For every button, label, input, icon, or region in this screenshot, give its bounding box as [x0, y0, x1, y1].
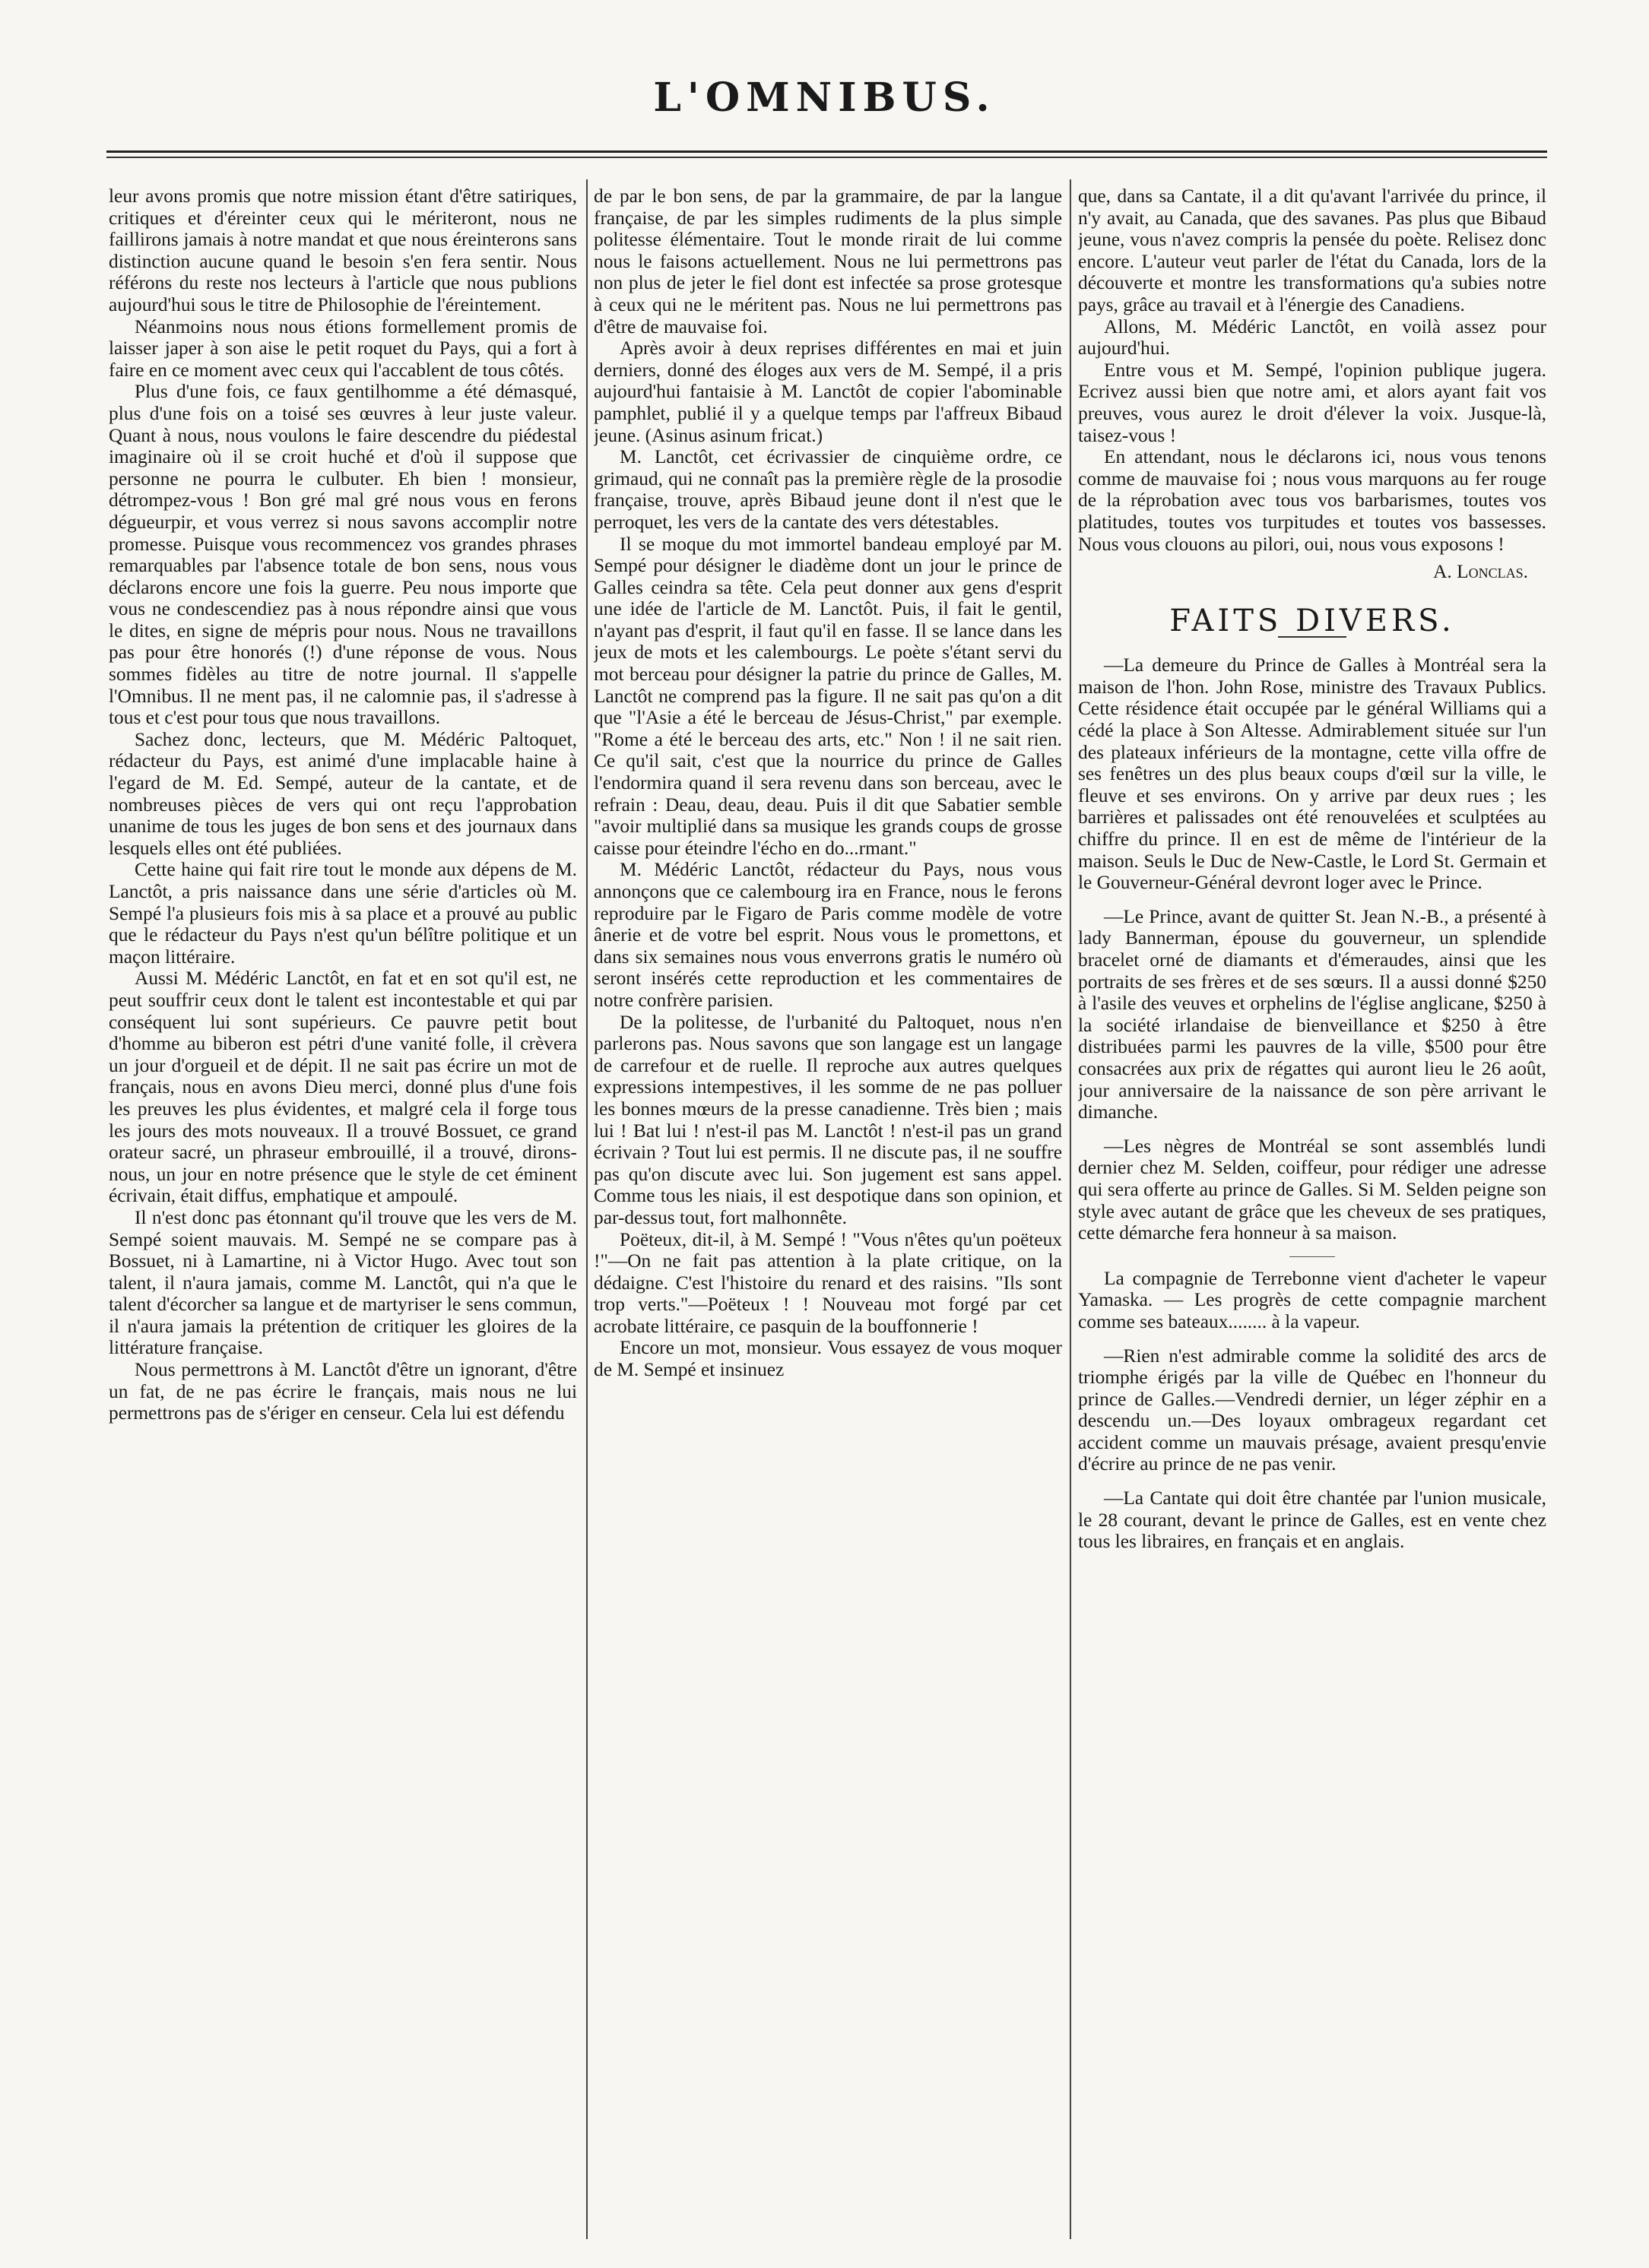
paragraph: Il se moque du mot immortel bandeau employé par M. Sempé pour désigner le diadème dont un jour le prince de Galles ceindra sa tête. Cela peut donner aux gens d'esprit une idée de l'article de M. Lanctôt. Puis, il fait le gentil, n'ayant pas d'esprit, il faut qu'il en fasse. Il se lance dans les jeux de mots et les calembourgs. Le poète s'étant servi du mot berceau pour désigner la patrie du prince de Galles, M. Lanctôt ne comprend pas la figure. Il ne sait pas qu'on a dit que "l'Asie a été le berceau de Jésus-Christ," par exemple. "Rome a été le berceau des arts, etc." Non ! il ne sait rien. Ce qu'il sait, c'est que la nourrice du prince de Galles l'endormira quand il sera revenu dans son berceau, avec le refrain : Deau, deau, deau. Puis il dit que Sabatier semble "avoir multiplié dans sa musique les grands coups de grosse caisse pour éteindre l'écho en do...rmant." — [594, 533, 1062, 859]
paragraph: Après avoir à deux reprises différentes en mai et juin derniers, donné des éloges aux vers de M. Sempé, il a pris aujourd'hui fantaisie à M. Lanctôt de copier l'abominable pamphlet, publié il y a quelque temps par l'affreux Bibaud jeune. (Asinus asinum fricat.) — [594, 337, 1062, 446]
paragraph: Poëteux, dit-il, à M. Sempé ! "Vous n'êtes qu'un poëteux !"—On ne fait pas attention à la plate critique, on la dédaigne. C'est l'histoire du renard et des raisins. "Ils sont trop verts."—Poëteux ! ! Nouveau mot forgé par cet acrobate littéraire, ce pasquin de la bouffonnerie ! — [594, 1228, 1062, 1337]
news-item: —La demeure du Prince de Galles à Montréal sera la maison de l'hon. John Rose, ministre des Travaux Publics. Cette résidence était occupée par le général Williams qui a cédé la place à Son Altesse. Admirablement située sur l'un des plateaux inférieurs de la montagne, cette villa offre de ses fenêtres un des plus beaux coups d'œil sur la ville, le fleuve et ses environs. On y arrive par deux rues ; les barrières et palissades ont été renouvelées et sculptées au chiffre du prince. Il en est de même de l'intérieur de la maison. Seuls le Duc de New-Castle, le Lord St. Germain et le Gouverneur-Général devront loger avec le Prince. — [1078, 654, 1546, 894]
paragraph: Il n'est donc pas étonnant qu'il trouve que les vers de M. Sempé soient mauvais. M. Sempé ne se compare pas à Bossuet, ni à Lamartine, ni à Victor Hugo. Avec tout son talent, il n'aura jamais, comme M. Lanctôt, qui n'a que le talent d'écorcher sa langue et de martyriser le sens commun, il n'aura jamais la prétention de critiquer les gloires de la littérature française. — [109, 1206, 577, 1359]
paragraph: En attendant, nous le déclarons ici, nous vous tenons comme de mauvaise foi ; nous vous marquons au fer rouge de la réprobation avec tous vos barbarismes, toutes vos platitudes, toutes vos turpitudes et toutes vos bassesses. Nous vous clouons au pilori, oui, nous vous exposons ! — [1078, 446, 1546, 555]
paragraph: leur avons promis que notre mission étant d'être satiriques, critiques et d'éreinter ceux qui le mériteront, nous ne faillirons jamais à notre mandat et que nous éreinterons sans distinction aucune quand le besoin s'en fera sentir. Nous référons du reste nos lecteurs à l'article que nous publions aujourd'hui sous le titre de Philosophie de l'éreintement. — [109, 185, 577, 315]
paragraph: M. Lanctôt, cet écrivassier de cinquième ordre, ce grimaud, qui ne connaît pas la première règle de la prosodie française, trouve, après Bibaud jeune dont il n'est que le perroquet, les vers de la cantate des vers détestables. — [594, 446, 1062, 533]
paragraph: Entre vous et M. Sempé, l'opinion publique jugera. Ecrivez aussi bien que notre ami, et alors ayant fait vos preuves, vous aurez le droit d'élever la voix. Jusque-là, taisez-vous ! — [1078, 359, 1546, 446]
news-item: —La Cantate qui doit être chantée par l'union musicale, le 28 courant, devant le prince de Galles, est en vente chez tous les libraires, en français et en anglais. — [1078, 1487, 1546, 1553]
faits-divers-heading: FAITS DIVERS. — [1169, 603, 1455, 638]
paragraph: Nous permettrons à M. Lanctôt d'être un ignorant, d'être un fat, de ne pas écrire le français, mais nous ne lui permettrons pas de s'ériger en censeur. Cela lui est défendu — [109, 1359, 577, 1424]
paragraph: Encore un mot, monsieur. Vous essayez de vous moquer de M. Sempé et insinuez — [594, 1337, 1062, 1381]
paragraph: que, dans sa Cantate, il a dit qu'avant l'arrivée du prince, il n'y avait, au Canada, que des savanes. Pas plus que Bibaud jeune, vous n'avez compris la pensée du poète. Relisez donc encore. L'auteur veut parler de l'état du Canada, lors de la découverte et montre les transformations qu'a subies notre pays, grâce au travail et à l'énergie des Canadiens. — [1078, 185, 1546, 315]
column-1 — [109, 185, 577, 2238]
column-divider — [586, 179, 588, 2239]
paragraph: Aussi M. Médéric Lanctôt, en fat et en sot qu'il est, ne peut souffrir ceux dont le talent est incontestable et qui par conséquent lui sont supérieurs. Ce pauvre petit bout d'homme au biberon est pétri d'une vanité folle, il crèvera un jour d'orgueil et de dépit. Il ne sait pas écrire un mot de français, nous en avons Dieu merci, donné plus d'une fois les preuves les plus évidentes, et malgré cela il forge tous les jours des mots nouveaux. Il a trouvé Bossuet, ce grand orateur sacré, un phraseur embrouillé, il a trouvé, dirons-nous, un jour en notre présence que le style de cet éminent écrivain, était diffus, emphatique et ampoulé. — [109, 968, 577, 1207]
news-item: —Les nègres de Montréal se sont assemblés lundi dernier chez M. Selden, coiffeur, pour rédiger une adresse qui sera offerte au prince de Galles. Si M. Selden peigne son style avec autant de grâce que les cheveux de ses pratiques, cette démarche fera honneur à sa maison. — [1078, 1135, 1546, 1244]
author-signature: A. Lonclas. — [1433, 561, 1528, 583]
paragraph: Sachez donc, lecteurs, que M. Médéric Paltoquet, rédacteur du Pays, est animé d'une implacable haine à l'egard de M. Ed. Sempé, auteur de la cantate, et de nombreuses pièces de vers qui ont reçu l'approbation unanime de tous les juges de bon sens et des journaux dans lesquels elles ont été publiées. — [109, 728, 577, 859]
paragraph: De la politesse, de l'urbanité du Paltoquet, nous n'en parlerons pas. Nous savons que son langage est un langage de carrefour et de ruelle. Il reproche aux autres quelques expressions intempestives, il les somme de ne pas polluer les bonnes mœurs de la presse canadienne. Très bien ; mais lui ! Bat lui ! n'est-il pas M. Lanctôt ! n'est-il pas un grand écrivain ? Tout lui est permis. Il ne discute pas, il ne souffre pas qu'on discute avec lui. Son jugement est sans appel. Comme tous les niais, il est despotique dans son opinion, et par-dessus tout, fort malhonnête. — [594, 1011, 1062, 1228]
paragraph: Cette haine qui fait rire tout le monde aux dépens de M. Lanctôt, a pris naissance dans une série d'articles où M. Sempé l'a plusieurs fois mis à sa place et a prouvé au public que le rédacteur du Pays n'est qu'un bélître politique et un maçon littéraire. — [109, 859, 577, 968]
news-item: —Rien n'est admirable comme la solidité des arcs de triomphe érigés par la ville de Québec en l'honneur du prince de Galles.—Vendredi dernier, un léger zéphir en a descendu un.—Des loyaux ombrageux regardant cet accident comme un mauvais présage, avaient presqu'envie d'écrire au prince de ne pas venir. — [1078, 1345, 1546, 1475]
column-2 — [594, 185, 1062, 2238]
faits-divers-list — [1078, 654, 1546, 1553]
paragraph: M. Médéric Lanctôt, rédacteur du Pays, nous vous annonçons que ce calembourg ira en France, nous le ferons reproduire par le Figaro de Paris comme modèle de votre ânerie et de votre bel esprit. Nous vous le promettons, et dans six semaines nous vous enverrons gratis le numéro où seront insérés cette reproduction et les commentaires de notre confrère parisien. — [594, 859, 1062, 1011]
column-3 — [1078, 185, 1546, 2238]
news-item: La compagnie de Terrebonne vient d'acheter le vapeur Yamaska. — Les progrès de cette compagnie marchent comme ses bateaux........ à la vapeur. — [1078, 1267, 1546, 1332]
column-divider — [1070, 179, 1071, 2239]
masthead-rule-thin — [106, 157, 1547, 158]
paragraph: Néanmoins nous nous étions formellement promis de laisser japer à son aise le petit roquet du Pays, qui a fort à faire en ce moment avec ceux qui l'accablent de tous côtés. — [109, 315, 577, 381]
news-item: —Le Prince, avant de quitter St. Jean N.-B., a présenté à lady Bannerman, épouse du gouverneur, un splendide bracelet orné de diamants et d'émeraudes, ainsi que les portraits de ses frères et de ses sœurs. Il a aussi donné $250 à l'asile des veuves et orphelins de l'église anglicane, $250 à la société irlandaise de bienveillance et $250 à être distribuées parmi les pauvres de la ville, $500 pour être consacrées aux prix de régattes qui auront lieu le 26 août, jour anniversaire de la naissance de son père arrivant le dimanche. — [1078, 905, 1546, 1123]
item-separator — [1289, 1256, 1335, 1257]
masthead: L'OMNIBUS. — [653, 74, 996, 121]
masthead-rule — [106, 150, 1547, 153]
paragraph: de par le bon sens, de par la grammaire, de par la langue française, de par les simples rudiments de la plus simple politesse élémentaire. Tout le monde rirait de lui comme nous le faisons actuellement. Nous ne lui permettrons pas non plus de jeter le fiel dont est infectée sa prose grotesque à ceux qui ne le méritent pas. Nous ne lui permettrons pas d'être de mauvaise foi. — [594, 185, 1062, 337]
paragraph: Allons, M. Médéric Lanctôt, en voilà assez pour aujourd'hui. — [1078, 315, 1546, 360]
paragraph: Plus d'une fois, ce faux gentilhomme a été démasqué, plus d'une fois on a toisé ses œuvres à leur juste valeur. Quant à nous, nous voulons le faire descendre du piédestal imaginaire où il se croit huché et d'où il suppose que personne ne pourra le culbuter. Eh bien ! monsieur, détrompez-vous ! Bon gré mal gré nous vous en ferons dégueurpir, et vous verrez si nous savons accomplir notre promesse. Puisque vous recommencez vos grandes phrases remarquables par l'absence totale de bon sens, nous vous déclarons encore une fois la guerre. Peu nous importe que vous ne condescendiez pas à nous répondre ainsi que vous le dites, en signe de mépris pour nous. Nous ne travaillons pas pour être honorés (!) d'une réponse de vous. Nous sommes fidèles au titre de notre journal. Il s'appelle l'Omnibus. Il ne ment pas, il ne calomnie pas, il s'adresse à tous et c'est pour tous que nous travaillons. — [109, 381, 577, 729]
